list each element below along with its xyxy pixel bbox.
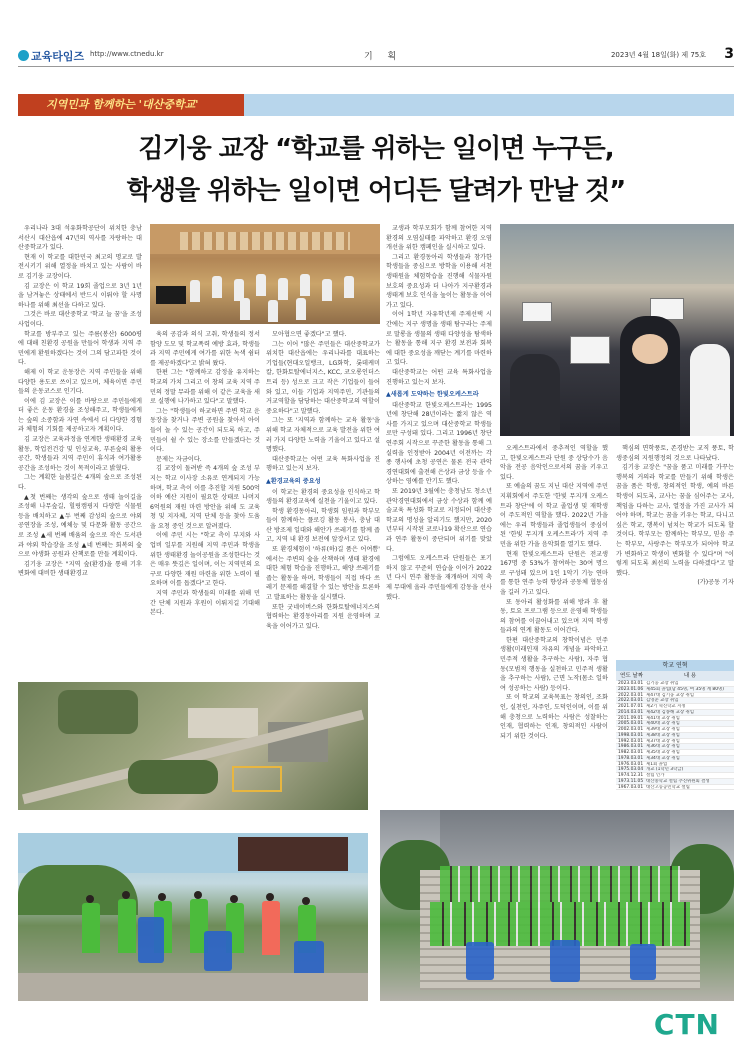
- row-content: 제37대 교장 취임: [646, 738, 680, 744]
- row-content: 김영준 교장 취임: [646, 698, 679, 703]
- paragraph: 한편 그는 "함께하고 감정을 유지하는 학교의 가치 그리고 이 창의 교육 지역 주민의 정말 무라를 위해 이 같은 교육을 새로 실행에 나가하고 있다"고 말했다.: [150, 369, 260, 406]
- row-date: 2005.03.01: [618, 721, 644, 727]
- paragraph: 학교를 방부주고 있는 주름(봉산) 6000평에 대해 친환경 공원을 만들어 학생과 지역 주민에게 환원하겠다는 것이 그의 담고파한 것이다.: [18, 330, 142, 367]
- row-date: 1986.03.01: [618, 744, 644, 750]
- cleanup-group-photo-2: [380, 810, 734, 1001]
- row-date: 2002.03.01: [618, 727, 644, 732]
- row-date: 1982.03.01: [618, 750, 644, 755]
- column-header: 내 용: [683, 673, 697, 679]
- row-date: 1978.03.01: [618, 755, 644, 761]
- series-band: [18, 94, 734, 116]
- series-label: 지역민과 함께하는 '대산중학교': [18, 94, 244, 116]
- orchestra-students-photo: [500, 224, 734, 436]
- column-header: 연도 날짜: [620, 673, 644, 679]
- row-date: 1973.11.05: [618, 778, 644, 784]
- paragraph: 우리나라 3대 석유화학공단이 위치한 충남 서산시 대산읍에 47년의 역사를 자랑하는 대산중학교가 있다.: [18, 225, 142, 252]
- logo-mark-icon: [18, 50, 29, 61]
- school-history-table: [616, 660, 734, 804]
- paragraph: 오케스트라에서 중추적인 역할을 했고, 한빛오케스트라 단원 중 상당수가 음악을 전공 음악인으로서의 꿈을 키우고 있다.: [500, 445, 608, 481]
- row-content: 대산고등공민학교 설립: [646, 784, 690, 790]
- table-row: [616, 785, 734, 791]
- paragraph: 모아협으면 좋겠다"고 했다.: [272, 331, 347, 338]
- row-content: 제45회 졸업(남 45명, 여 35명 계 80명): [646, 686, 724, 692]
- paragraph: 그는 이어 "많은 주민들은 대산중학교가 위치한 대산읍에는 우리나라를 대표하는 기업들(현대오일뱅크, LG화학, 롯데케미칼, 한화토탈에너지스, KCC, 코오롱인더스트리 등) 성으로 크고 작은 기업들이 들어와 있고, 이들 기업과 지역주민, 기관들의 거교역할을 담당하는 대산중학교의 역할이 중요하다"고 말했다.: [266, 340, 380, 415]
- row-content: 제40대 교장 취임: [646, 721, 680, 726]
- page-header: [18, 46, 734, 66]
- paragraph: 한편 대산중학교의 창학이념은 민주 생활(미래인재 자유의 개념을 파악하고 민주적 생활을 추구하는 사람), 자주 협동(모범적 행동을 실천하고 민주적 생활을 추구하는 사람), 근면 노작(몸소 일하여 성공하는 사람) 등이다.: [500, 636, 608, 692]
- paragraph: 또 환경체험이 '하류(하)길 품은 어여쁨' 에서는 주변의 숲을 산책하며 생태 환경에 대한 체험 학습을 진행하고, 해양 쓰레기를 줍는 활동을 하며, 학생들이 직접 바다 쓰레기 문제를 해결할 수 있는 방안을 토론하고 발표하는 활동을 실시했다.: [266, 546, 380, 602]
- row-date: 2022.03.01: [618, 698, 644, 704]
- paragraph: 육의 공감과 의식 고취, 학생들의 정서함양 도모 및 학교폭력 예방 효과, 학생들과 지역 주민에게 여가를 위한 녹색 쉼터를 제공하겠다"고 밝혀 왔다.: [150, 331, 260, 367]
- row-content: 제34대 교장 취임: [646, 755, 680, 761]
- article-column-4: [386, 224, 492, 808]
- paragraph: 현재 한빛오케스트라 단원은 전교생 167명 중 53%가 참여하는 30여 명으로 구성돼 있으며 1인 1악기 기능 연마를 통한 연주 능력 향상과 공동체 협동심을 길러 가고 있다.: [500, 550, 608, 596]
- row-content: 제47대 김기웅 교장 취임: [646, 692, 694, 698]
- subheading: ▲새롭게 도약하는 한빛오케스트라: [386, 391, 479, 399]
- headline-line-1: 김기웅 교장 “학교를 위하는 일이면 누구든,: [138, 134, 614, 164]
- row-content: 제39대 교장 취임: [646, 727, 680, 732]
- table-body: [616, 681, 734, 790]
- paragraph: 지역 주민과 학생들의 미래를 위해 민간 단체 지원과 후원이 이뤄지길 기대해 본다.: [150, 590, 260, 617]
- orchestra-photo: [150, 224, 380, 324]
- row-date: 2014.03.01: [618, 709, 644, 715]
- paragraph: 김기웅 교장은 "꿈을 품고 미래를 가꾸는 행복의 거의라 학교를 만들기 위해 학생은 꿈을 품은 학생, 창의적인 학생, 예의 바른 학생이 되도록, 교사는 꿈을 심어주는 교사, 책임을 다하는 교사, 열정을 가진 교사가 되어야 하며, 학교는 꿈을 키우는 학교, 다니고 싶은 학교, 행복이 넘치는 학교가 되도록 할 것이다. 학부모는 함께하는 학부모, 믿음 주는 학부모, 사랑주는 학부모가 되어야 학교가 변화하고 학생이 변화할 수 있다"며 "이렇게 되도록 최선의 노력을 다하겠다"고 말했다.: [616, 464, 734, 577]
- paragraph: 그는 계획한 늘봄길은 4개의 숲으로 조성된다.: [18, 474, 142, 492]
- paragraph: 또 동아리 활성화를 위해 방과 후 활동, 토요 프로그램 등으로 운영해 학생들의 참여를 이끌어내고 있으며 지역 학생들과의 연계 활동도 이어간다.: [500, 598, 608, 635]
- paragraph: 김 교장은 교육과정을 연계한 생태환경 교육 활동, 학업전건강 및 인성교육, 푸른숲의 활용 공간, 학생들과 지역 주민이 휴식과 여가활용 공간을 조성하는 것이 목적이라고 밝혔다.: [18, 436, 142, 472]
- subheading: ▲환경교육의 중요성: [266, 477, 321, 485]
- paragraph: 이에 김 교장은 이를 바탕으로 주민들에게 더 좋은 운동 환경을 조성해주고, 학생들에게는 숲의 소중함과 자연 속에서 더 다양한 경험과 체험의 기회를 제공하고자 계획이다.: [18, 397, 142, 434]
- ctn-logo: CTN: [653, 1008, 720, 1041]
- article-column-2: [150, 330, 260, 672]
- row-content: 제36대 교장 취임: [646, 744, 680, 749]
- row-content: 제38대 교장 취임: [646, 732, 680, 738]
- header-divider: [18, 66, 734, 67]
- article-column-1: [18, 224, 142, 672]
- paragraph: 그리고 환경동아리 학생들과 참가한 학생들을 중심으로 방학을 이용해 서천생태원을 체험학습을 진행해 식물자원 보호의 중요성과 더 나아가 지구환경과 생태계 보호 인식을 높이는 활동을 이어가고 있다.: [386, 253, 492, 309]
- row-date: 2022.03.01: [618, 692, 644, 698]
- paragraph: 김 교장이 돌려받 즉 4개의 숲 조성 부지는 학교 이사장 소유로 연계되지 가능하며, 학교 측이 이를 추진할 지원 500억 이하 예산 지원이 필요한 상태로 나머지 6억원의 재원 마련 방안을 위해 도 교육청 및 지자체, 지역 단체 등을 찾아 도움을 요청 중인 것으로 알려졌다.: [150, 465, 260, 530]
- paragraph: 그는 "학생들이 하교하면 주변 학교 운동장을 찾거나 주변 공원을 찾아서 아이들이 놀 수 있는 공간이 되도록 하고, 주민들이 쉴 수 있는 장소를 만들겠다는 것이다.: [150, 407, 260, 454]
- article-column-6: [616, 444, 734, 654]
- row-date: 1992.03.01: [618, 738, 644, 744]
- row-content: 제1회 졸업: [646, 761, 668, 767]
- paragraph: 이 학교는 환경의 중요성을 인식하고 학생들의 환경교육에 실천을 기울이고 있다.: [266, 488, 380, 506]
- row-date: 2011.09.01: [618, 715, 644, 721]
- issue-date: 2023년 4월 18일(화) 제 75호: [610, 51, 706, 59]
- row-content: 제35대 교장 취임: [646, 750, 680, 755]
- paragraph: 김기웅 교장은 "지역 숲(환경)을 통해 기후변화에 대비한 생태환경교: [18, 560, 142, 578]
- paragraph: 교생과 학부모회가 함께 참여한 지역환경의 오염실태를 파악하고 환경 오염 개선을 위한 캠페인을 실시하고 있다.: [386, 225, 492, 252]
- row-date: 1998.03.01: [618, 732, 644, 738]
- row-date: 2023.03.01: [618, 681, 644, 686]
- paragraph: 또 이 학교의 교육목표는 창의인, 조화인, 실천인, 자주인, 도덕인이며, 이를 위해 충청으로 노력하는 사람은 성찰하는 인재, 협력하는 인재, 창의적인 사람이 되기 위한 것이다.: [500, 694, 608, 740]
- paragraph: 또 2019년 3월에는 충청남도 청소년 관악경연대회에서 금상 수상과 함께 예술교육 특성화 학교로 지정되어 대산중학교의 명성을 알리기도 했지만, 2020년부터 시작된 코로나19 확산으로 연습과 연주 활동이 중단되며 위기를 맞았다.: [386, 488, 492, 553]
- row-content: 제42대 김종해 교장 취임: [646, 709, 694, 715]
- paragraph: 핵심의 면학풍토, 존경받는 교직 풍토, 학생중심의 지원행정의 것으로 나타났다.: [616, 445, 734, 462]
- paragraph: 그럼에도 오케스트라 단원들은 포기하지 않고 꾸준히 연습을 이어가 2022년 다시 연주 활동을 재개하며 지역 축제 무대에 올라 주민들에게 감동을 선사했다.: [386, 555, 492, 601]
- article-column-5: [500, 444, 608, 808]
- row-content: 개교 (1학년 3학급): [646, 767, 684, 772]
- paragraph: 문제는 자금이다.: [156, 455, 202, 463]
- row-date: 1974.12.31: [618, 773, 644, 778]
- row-content: 김기웅 교장 취임: [646, 681, 679, 686]
- row-content: 대산중학교 설립 추진위원회 결성: [646, 778, 710, 784]
- paragraph: 대산중학교는 어떤 교육 특화사업을 진행하고 있는지 보자.: [386, 368, 492, 386]
- paragraph: ▲첫 번째는 생각의 숲으로 생태 놀이길을 조성해 나무숲길, 힐링캠핑지 다양한 식물원 등을 배치하고 ▲두 번째 감성의 숲으로 야외공연장을 조성, 예체능 및 다문화 활동 공간으로 조성 ▲세 번째 배움의 숲으로 작은 도서관과 야외 학습장을 조성 ▲네 번째는 회복의 숲으로 야생화 공원과 산책로를 만들 계획이다.: [18, 493, 142, 559]
- paragraph: 이어 1학년 자유학년제 주제선택 시간에는 지구 생명을 생태 탐구라는 주제로 말롱을 생물의 생태 다양성을 탐색하는 활동을 통해 지구 환경 보전과 회복 에 대한 중요성을 깨닫는 계기를 마련하고 있다.: [386, 311, 492, 367]
- paragraph: 해제 이 학교 운동장은 지역 주민들을 위해 다양한 용도로 쓰이고 있으며, 체육이면 주민들의 운동코스로 인기다.: [18, 368, 142, 396]
- paragraph: 그것은 바로 대산중학교 '학교 늘 꿈'을 조성사업이다.: [18, 311, 142, 328]
- site-url[interactable]: http://www.ctnedu.kr: [90, 50, 164, 58]
- row-date: 2021.07.01: [618, 704, 644, 709]
- section-name: 기 획: [364, 52, 403, 62]
- paragraph: 또한 굿네이버스와 한화토탈에너지스의 협력하는 환경동아리를 지원 운영하며 교육을 이어가고 있다.: [266, 603, 380, 630]
- paragraph: 학생 환경동아리, 학생회 임원과 학부모들이 함께하는 플로깅 활동 봉사, 충남 대산 방조제 일대와 해안가 쓰레기를 함께 줍고, 지역 내 환경 보전에 앞장서고 있다.: [266, 507, 380, 544]
- aerial-school-photo: [18, 682, 368, 810]
- paragraph: 또 예술의 꿈도 지닌 대산 지역에 주민 지휘회에서 주도한 '한빛 무지개 오케스트라 창단'에 이 학교 졸업생 및 재학생이 주도적인 역할을 했다. 2022년 가을에는 우리 학생들과 졸업생들이 중심이 된 '한빛 무지개 오케스트라'가 지역 주민을 위한 가을 음악회를 열기도 했다.: [500, 483, 608, 548]
- row-content: 설립 인가: [646, 773, 665, 778]
- row-date: 1967.03.01: [618, 784, 644, 790]
- headline-line-2: 학생을 위하는 일이면 어디든 달려가 만날 것”: [126, 176, 626, 206]
- table-header: [616, 671, 734, 681]
- paragraph: 그는 또 '지역과 함께하는 교육 활동'을 위해 학교 자체적으로 교육 발전을 위한 여러 가지 다양한 노력을 기울이고 있다고 설명했다.: [266, 417, 380, 454]
- table-title: 학교 연혁: [616, 660, 734, 671]
- row-date: 2023.01.06: [618, 686, 644, 692]
- paragraph: 현재 이 학교를 대한민국 최고의 명교로 발전시키기 위해 열정을 바치고 있는 사람이 바로 김기웅 교장이다.: [18, 253, 142, 280]
- paragraph: 김 교장은 이 학교 19회 졸업으로 3년 1년을 남겨놓은 상태에서 반드시 이뤄야 할 사명 하나를 위해 최선을 다하고 있다.: [18, 282, 142, 309]
- newspaper-logo[interactable]: 교육타임즈: [18, 48, 84, 64]
- paragraph: 대산중학교는 어떤 교육 특화사업을 진행하고 있는지 보자.: [266, 455, 380, 473]
- cleanup-group-photo-1: [18, 833, 368, 1001]
- byline: (가)공동 기자: [697, 579, 734, 587]
- row-content: 제2기 혁신학교 지정: [646, 704, 686, 709]
- paragraph: 대산중학교 한빛오케스트라는 1995년에 창단해 28년이라는 짧지 않은 역사를 가지고 있으며 대산중학교 학생들로만 구성돼 있다. 그리고 1996년 창단연주회 시작으로 꾸준한 활동을 통해 그 실력을 인정받아 2004년 이전까는 각종 행사에 초청 공연은 물론 전국 관악경연대회에 출전해 은상과 금상 등을 수상하는 영예를 안기도 했다.: [386, 401, 492, 486]
- paragraph: 이에 주민 시는 "학교 측이 부지와 사업비 일부를 지원해 지역 주민과 학생을 위한 생태환경 놀이공원을 조성한다는 것은 매우 뜻깊은 일이며, 이는 지역민의 요구로 다양한 재원 마련을 위한 노력이 필요하며 이를 돕겠다"고 한다.: [150, 532, 260, 588]
- row-content: 제41대 교장 취임: [646, 715, 680, 721]
- page-number: 3: [724, 46, 734, 62]
- row-date: 1975.03.04: [618, 767, 644, 773]
- row-date: 1976.03.01: [618, 761, 644, 767]
